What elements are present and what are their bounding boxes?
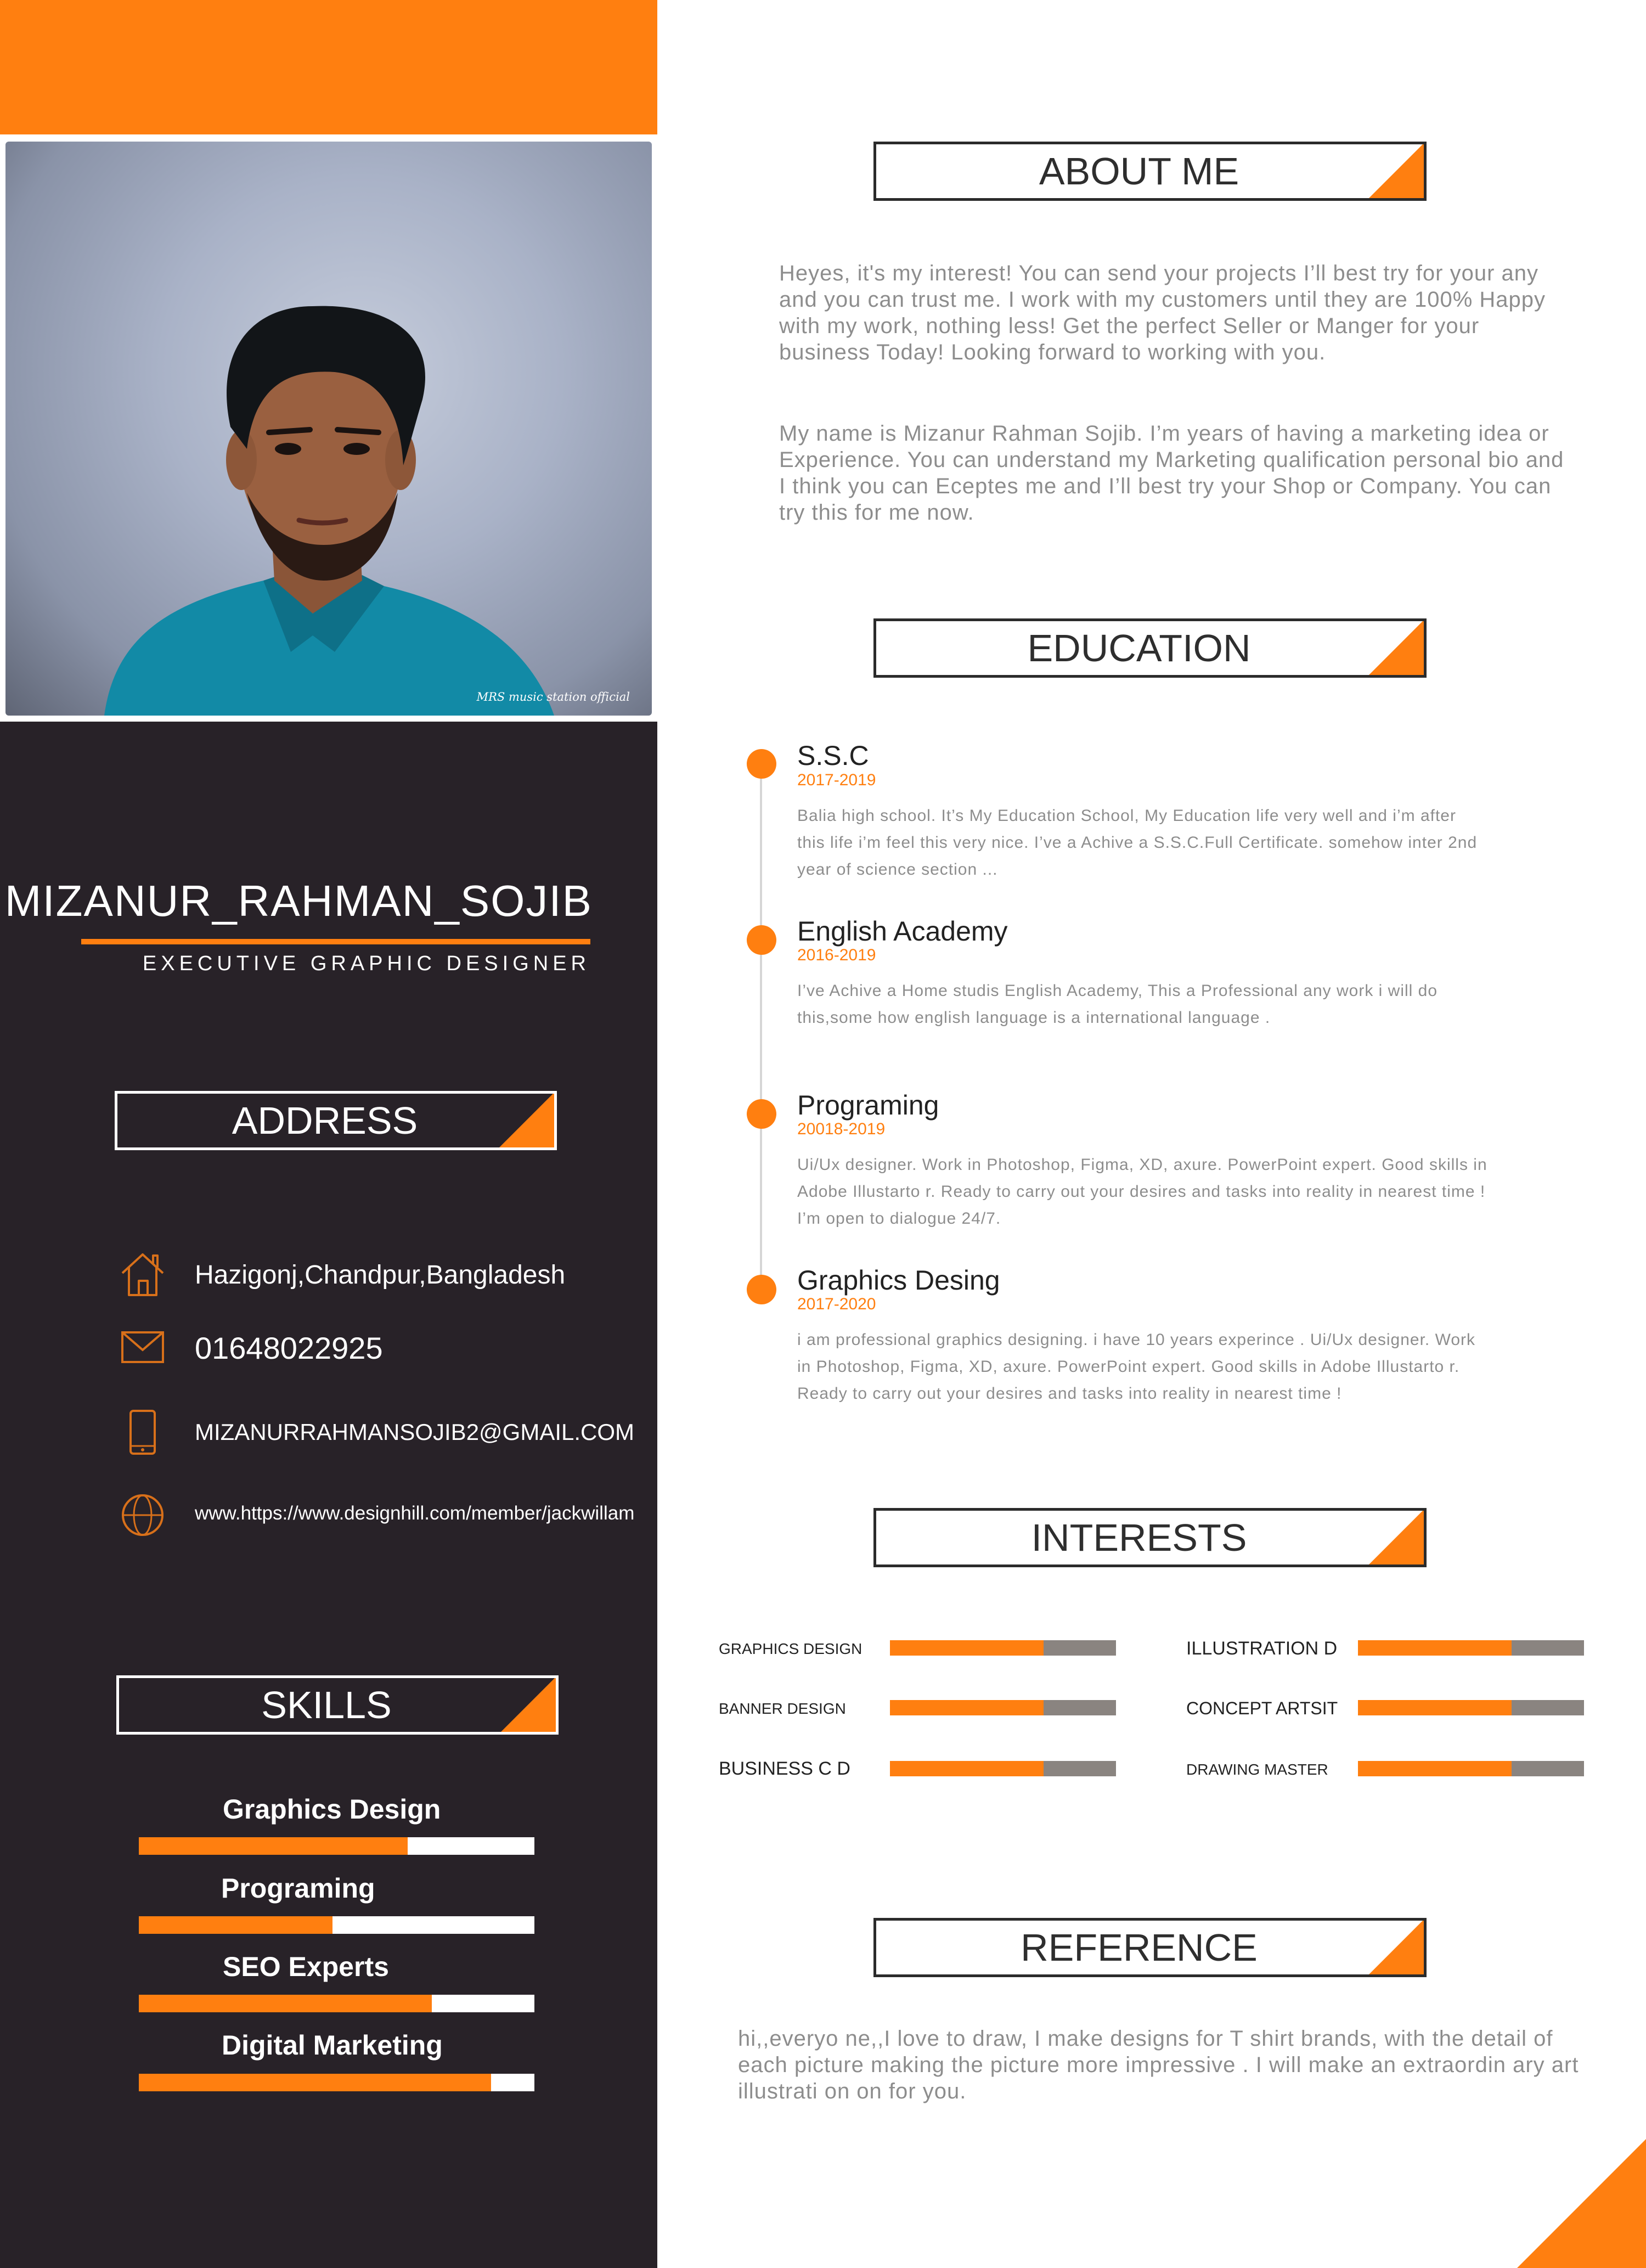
skill-bar-fill bbox=[139, 1916, 332, 1934]
interest-bar bbox=[1358, 1761, 1584, 1776]
header-accent-block bbox=[0, 0, 657, 134]
skill-bar bbox=[139, 1837, 534, 1855]
interest-bar-fill bbox=[1358, 1640, 1512, 1656]
interest-bar bbox=[890, 1700, 1116, 1715]
reference-heading-label: REFERENCE bbox=[1021, 1926, 1258, 1969]
about-heading-label: ABOUT ME bbox=[1039, 150, 1239, 193]
timeline-dot bbox=[747, 1275, 776, 1304]
education-title: S.S.C bbox=[797, 740, 869, 771]
skill-name: SEO Experts bbox=[223, 1951, 389, 1982]
heading-corner-accent bbox=[1368, 1918, 1425, 1976]
education-title: English Academy bbox=[797, 916, 1008, 947]
interest-label: BANNER DESIGN bbox=[719, 1700, 846, 1717]
skills-heading bbox=[116, 1675, 559, 1735]
about-paragraph: My name is Mizanur Rahman Sojib. I’m years of having a marketing idea or Experience. You can understand my Marketing qualification personal bio and I think you can Eceptes me and I’ll best try your Shop or Company. You can try this for me now. bbox=[779, 421, 1564, 525]
interest-bar-fill bbox=[890, 1640, 1044, 1656]
education-description: Balia high school. It’s My Education School, My Education life very well and i’m after this life i’m feel this very nice. I’ve a Achive a S.S.C.Full Certificate. somehow inter 2nd year of science section ... bbox=[797, 807, 1478, 879]
education-years: 2017-2020 bbox=[797, 1295, 876, 1313]
about-paragraph: Heyes, it's my interest! You can send your projects I’ll best try for your any and you can trust me. I work with my customers until they are 100% Happy with my work, nothing less! Get the perfect Seller or Manger for your business Today! Looking forward to working with you. bbox=[779, 261, 1546, 364]
interest-bar-fill bbox=[1358, 1700, 1512, 1715]
website-link[interactable]: www.https://www.designhill.com/member/jackwillam bbox=[195, 1502, 635, 1524]
address-heading bbox=[115, 1091, 557, 1150]
interest-bar-fill bbox=[1358, 1761, 1512, 1776]
interest-label: BUSINESS C D bbox=[719, 1758, 850, 1779]
education-description: Ui/Ux designer. Work in Photoshop, Figma, XD, axure. PowerPoint expert. Good skills in Adobe Illustarto r. Ready to carry out your desires and tasks into reality in nearest time ! I’m open to dialogue 24/7. bbox=[797, 1156, 1487, 1228]
skill-name: Graphics Design bbox=[223, 1794, 441, 1825]
skill-bar bbox=[139, 1995, 534, 2012]
corner-accent bbox=[1517, 2139, 1646, 2268]
education-description: I’ve Achive a Home studis English Academy, This a Professional any work i will do this,some how english language is a international language . bbox=[797, 982, 1438, 1027]
skill-bar-fill bbox=[139, 1837, 408, 1855]
home-icon bbox=[112, 1245, 173, 1305]
education-years: 2017-2019 bbox=[797, 771, 876, 789]
interest-bar bbox=[1358, 1700, 1584, 1715]
phone-number[interactable]: 01648022925 bbox=[195, 1331, 383, 1365]
education-title: Graphics Desing bbox=[797, 1265, 1000, 1296]
interests-heading-label: INTERESTS bbox=[1031, 1516, 1247, 1559]
skill-bar bbox=[139, 1916, 534, 1934]
profile-name: MIZANUR_RAHMAN_SOJIB bbox=[4, 876, 593, 925]
name-underline bbox=[81, 939, 590, 944]
interest-bar-fill bbox=[890, 1761, 1044, 1776]
skill-bar bbox=[139, 2074, 534, 2091]
skills-heading-label: SKILLS bbox=[261, 1684, 392, 1726]
photo-credit: MRS music station official bbox=[476, 690, 630, 704]
heading-corner-accent bbox=[500, 1676, 557, 1733]
skill-name: Digital Marketing bbox=[222, 2030, 443, 2061]
interest-label: DRAWING MASTER bbox=[1186, 1761, 1328, 1778]
timeline-dot bbox=[747, 925, 776, 955]
education-description: i am professional graphics designing. i have 10 years experince . Ui/Ux designer. Work in Photoshop, Figma, XD, axure. PowerPoint expert. Good skills in Adobe Illustarto r. Ready to carry out your desires and tasks into reality in nearest time ! bbox=[797, 1331, 1476, 1403]
interest-label: CONCEPT ARTSIT bbox=[1186, 1698, 1338, 1718]
heading-corner-accent bbox=[1368, 142, 1425, 199]
address-heading-label: ADDRESS bbox=[232, 1099, 418, 1142]
profile-title: EXECUTIVE GRAPHIC DESIGNER bbox=[142, 952, 590, 975]
education-heading bbox=[873, 618, 1427, 678]
skill-bar-fill bbox=[139, 1995, 432, 2012]
interest-label: ILLUSTRATION D bbox=[1186, 1638, 1338, 1659]
skill-name: Programing bbox=[221, 1873, 375, 1904]
interests-heading bbox=[873, 1508, 1427, 1567]
interest-bar bbox=[890, 1640, 1116, 1656]
education-years: 2016-2019 bbox=[797, 946, 876, 964]
education-title: Programing bbox=[797, 1090, 939, 1121]
profile-photo bbox=[5, 142, 652, 716]
interest-bar bbox=[1358, 1640, 1584, 1656]
interest-bar-fill bbox=[890, 1700, 1044, 1715]
heading-corner-accent bbox=[1368, 1509, 1425, 1566]
phone-icon bbox=[112, 1402, 173, 1462]
about-heading bbox=[873, 142, 1427, 201]
timeline-dot bbox=[747, 1099, 776, 1129]
heading-corner-accent bbox=[498, 1091, 555, 1149]
reference-heading bbox=[873, 1918, 1427, 1977]
address-text: Hazigonj,Chandpur,Bangladesh bbox=[195, 1260, 566, 1290]
education-years: 20018-2019 bbox=[797, 1120, 886, 1138]
timeline-line bbox=[760, 757, 762, 1292]
globe-icon bbox=[112, 1485, 173, 1545]
reference-text: hi,,everyo ne,,I love to draw, I make designs for T shirt brands, with the detail of each picture making the picture more impressive . I will make an extraordin ary art illustrati on on for you. bbox=[738, 2027, 1579, 2103]
education-heading-label: EDUCATION bbox=[1027, 627, 1251, 669]
envelope-icon bbox=[112, 1317, 173, 1377]
skill-bar-fill bbox=[139, 2074, 491, 2091]
heading-corner-accent bbox=[1368, 619, 1425, 676]
email-link[interactable]: MIZANURRAHMANSOJIB2@GMAIL.COM bbox=[195, 1419, 635, 1445]
interest-bar bbox=[890, 1761, 1116, 1776]
interest-label: GRAPHICS DESIGN bbox=[719, 1640, 863, 1657]
timeline-dot bbox=[747, 749, 776, 779]
